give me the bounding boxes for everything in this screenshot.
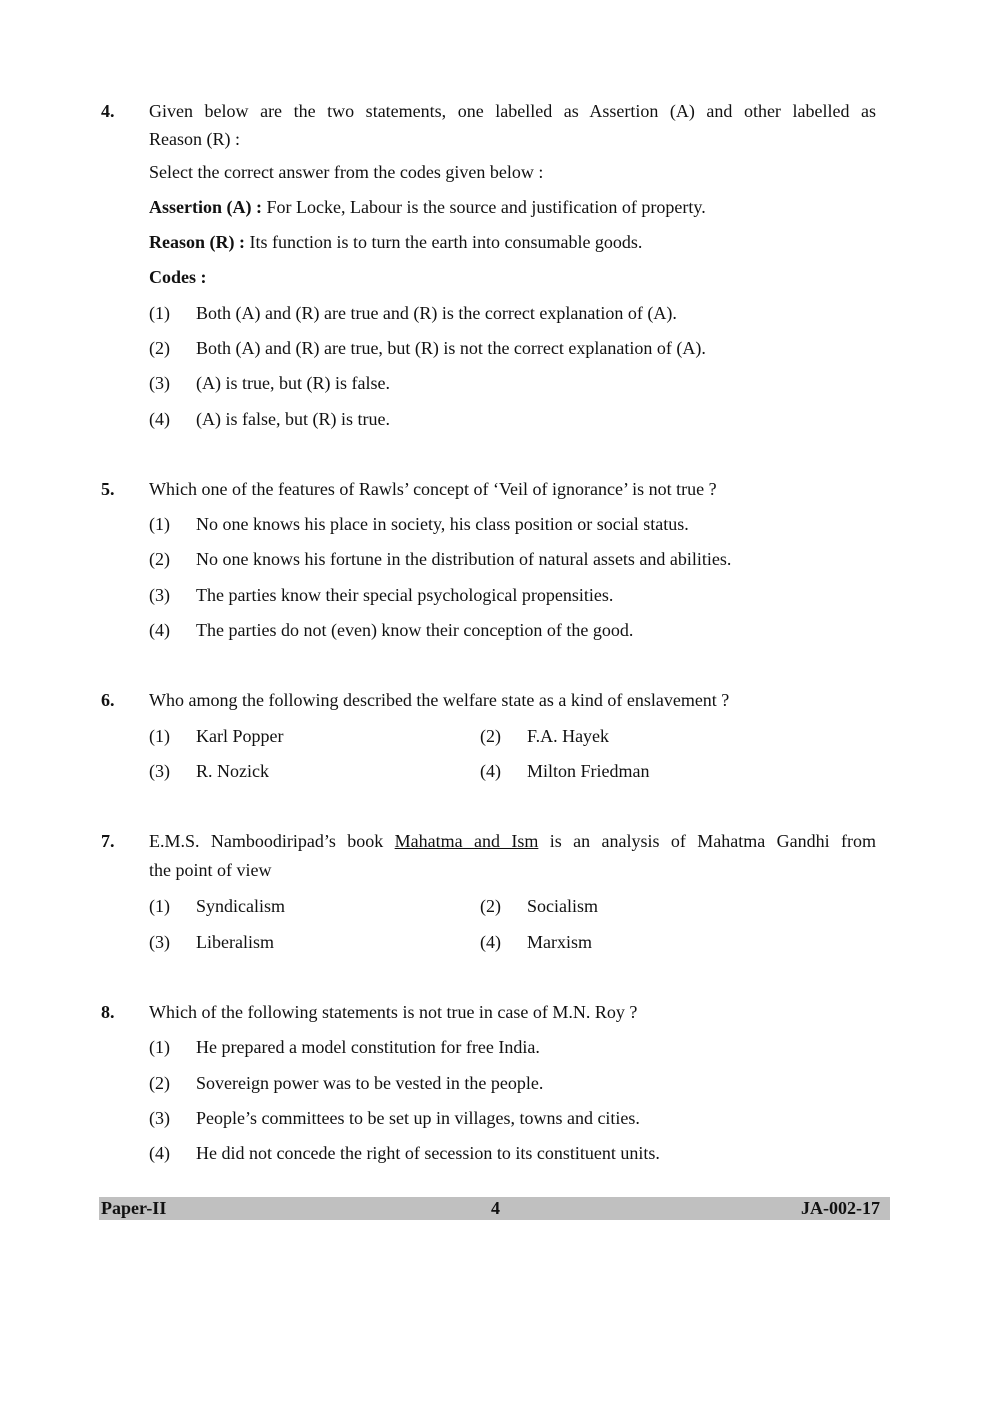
option-number: (1) <box>149 303 170 323</box>
option-text: Both (A) and (R) are true, but (R) is not the correct explanation of (A). <box>196 338 706 358</box>
question-number: 5. <box>101 479 115 499</box>
question-text: Who among the following described the welfare state as a kind of enslavement ? <box>149 690 730 710</box>
question-text: Which one of the features of Rawls’ concept of ‘Veil of ignorance’ is not true ? <box>149 479 717 499</box>
option-number: (2) <box>480 896 501 916</box>
option-text: The parties do not (even) know their conception of the good. <box>196 620 634 640</box>
option-number: (2) <box>149 1073 170 1093</box>
question-number: 7. <box>101 831 115 851</box>
question-text: Which of the following statements is not true in case of M.N. Roy ? <box>149 1002 638 1022</box>
option-number: (2) <box>149 338 170 358</box>
option-number: (3) <box>149 932 170 952</box>
option-text: Syndicalism <box>196 896 285 916</box>
reason-text: Its function is to turn the earth into consumable goods. <box>245 232 643 252</box>
codes-label: Codes : <box>149 267 207 287</box>
option-text: The parties know their special psychological propensities. <box>196 585 614 605</box>
option-text: No one knows his place in society, his class position or social status. <box>196 514 689 534</box>
option-text: People’s committees to be set up in villages, towns and cities. <box>196 1108 640 1128</box>
question-number: 6. <box>101 690 115 710</box>
option-number: (4) <box>149 620 170 640</box>
option-number: (3) <box>149 761 170 781</box>
question-text-cont: Reason (R) : <box>149 129 240 149</box>
assertion-text: For Locke, Labour is the source and justification of property. <box>261 197 706 217</box>
reason <box>149 231 642 253</box>
option-text: (A) is true, but (R) is false. <box>196 373 390 393</box>
instruction: Select the correct answer from the codes given below : <box>149 162 544 182</box>
assertion-label: Assertion (A) : <box>149 197 262 217</box>
question-text-post: is an analysis of Mahatma Gandhi from <box>538 831 876 851</box>
question-number: 8. <box>101 1002 115 1022</box>
question-text-pre: E.M.S. Namboodiripad’s book <box>149 831 395 851</box>
option-number: (1) <box>149 726 170 746</box>
option-text: R. Nozick <box>196 761 269 781</box>
book-title: Mahatma and Ism <box>394 831 539 851</box>
question-text-cont: the point of view <box>149 860 272 880</box>
option-number: (1) <box>149 514 170 534</box>
option-number: (1) <box>149 1037 170 1057</box>
option-text: Milton Friedman <box>527 761 650 781</box>
option-text: Karl Popper <box>196 726 284 746</box>
option-text: (A) is false, but (R) is true. <box>196 409 390 429</box>
assertion <box>149 196 706 218</box>
page-footer <box>99 1197 890 1220</box>
option-number: (3) <box>149 373 170 393</box>
exam-code: JA-002-17 <box>801 1198 880 1218</box>
option-number: (2) <box>149 549 170 569</box>
option-text: Socialism <box>527 896 598 916</box>
option-text: He did not concede the right of secession to its constituent units. <box>196 1143 660 1163</box>
option-text: Both (A) and (R) are true and (R) is the correct explanation of (A). <box>196 303 677 323</box>
option-number: (4) <box>149 409 170 429</box>
option-text: No one knows his fortune in the distribution of natural assets and abilities. <box>196 549 732 569</box>
reason-label: Reason (R) : <box>149 232 245 252</box>
option-number: (4) <box>149 1143 170 1163</box>
option-text: Marxism <box>527 932 592 952</box>
option-text: Liberalism <box>196 932 274 952</box>
option-number: (2) <box>480 726 501 746</box>
option-number: (1) <box>149 896 170 916</box>
option-text: He prepared a model constitution for free India. <box>196 1037 540 1057</box>
option-number: (3) <box>149 585 170 605</box>
page-number: 4 <box>491 1198 500 1218</box>
option-number: (4) <box>480 761 501 781</box>
option-text: Sovereign power was to be vested in the people. <box>196 1073 544 1093</box>
option-text: F.A. Hayek <box>527 726 610 746</box>
paper-label: Paper-II <box>101 1198 167 1218</box>
question-text: Given below are the two statements, one labelled as Assertion (A) and other labelled as <box>149 101 876 121</box>
question-number: 4. <box>101 101 115 121</box>
question-text <box>149 830 876 852</box>
option-number: (4) <box>480 932 501 952</box>
option-number: (3) <box>149 1108 170 1128</box>
